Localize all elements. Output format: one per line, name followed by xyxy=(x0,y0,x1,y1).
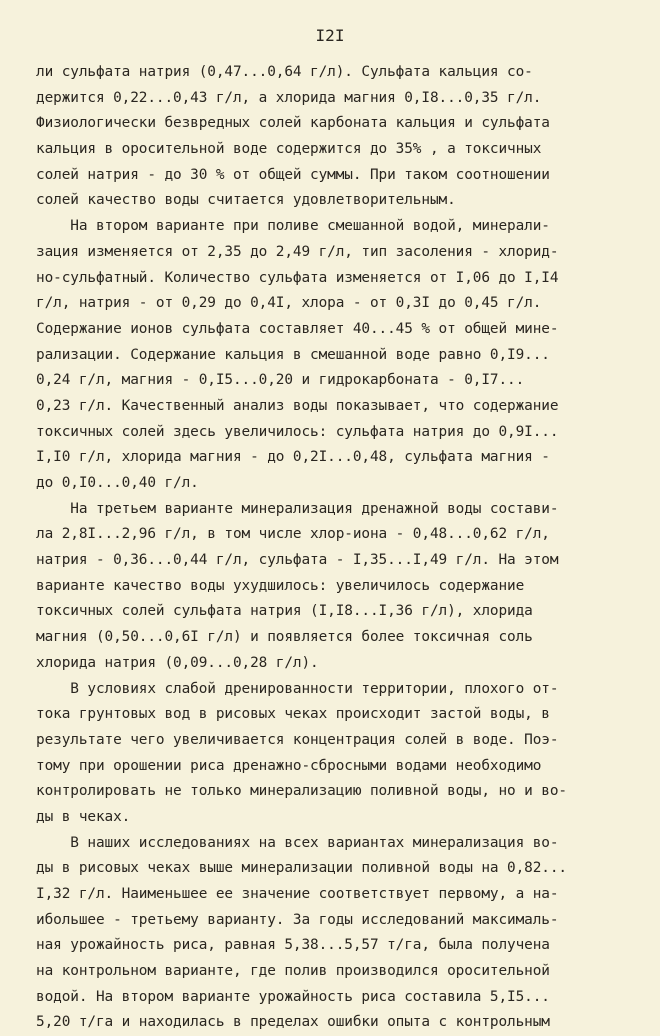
text-line: тому при орошении риса дренажно-сбросными водами необходимо xyxy=(36,757,542,774)
text-line: I,32 г/л. Наименьшее ее значение соответствует первому, а на- xyxy=(36,886,559,902)
text-line: ли сульфата натрия (0,47...0,64 г/л). Сульфата кальция со- xyxy=(36,64,533,80)
text-line: г/л, натрия - от 0,29 до 0,4I, хлора - от 0,3I до 0,45 г/л. xyxy=(36,295,542,312)
text-line: до 0,I0...0,40 г/л. xyxy=(36,475,199,491)
text-line: ибольшее - третьему варианту. За годы исследований максималь- xyxy=(36,911,559,928)
text-line: 0,24 г/л, магния - 0,I5...0,20 и гидрокарбоната - 0,I7... xyxy=(36,372,525,389)
text-line: 5,20 т/га и находилась в пределах ошибки опыта с контрольным xyxy=(36,1014,550,1031)
text-line: хлорида натрия (0,09...0,28 г/л). xyxy=(36,654,319,671)
text-line: ла 2,8I...2,96 г/л, в том числе хлор-иона - 0,48...0,62 г/л, xyxy=(36,526,550,543)
page-number: I2I xyxy=(315,26,345,45)
text-line: Физиологически безвредных солей карбоната кальция и сульфата xyxy=(36,115,550,132)
text-line: токсичных солей сульфата натрия (I,I8...I,36 г/л), хлорида xyxy=(36,603,533,620)
text-line: 0,23 г/л. Качественный анализ воды показывает, что содержание xyxy=(36,397,559,414)
text-line: I,I0 г/л, хлорида магния - до 0,2I...0,48, сульфата магния - xyxy=(36,449,550,466)
text-line: Содержание ионов сульфата составляет 40...45 % от общей мине- xyxy=(36,320,559,337)
text-line: рализации. Содержание кальция в смешанной воде равно 0,I9... xyxy=(36,346,550,363)
text-line: на контрольном варианте, где полив производился оросительной xyxy=(36,963,550,980)
text-line: На втором варианте при поливе смешанной водой, минерали- xyxy=(36,218,550,235)
text-line: варианте качество воды ухудшилось: увеличилось содержание xyxy=(36,577,525,594)
text-line: водой. На втором варианте урожайность риса составила 5,I5... xyxy=(36,988,550,1005)
text-line: В наших исследованиях на всех вариантах минерализация во- xyxy=(36,834,559,851)
text-line: натрия - 0,36...0,44 г/л, сульфата - I,35...I,49 г/л. На этом xyxy=(36,552,559,569)
text-line: солей натрия - до 30 % от общей суммы. При таком соотношении xyxy=(36,166,550,183)
text-line: В условиях слабой дренированности территории, плохого от- xyxy=(36,680,559,697)
text-line: кальция в оросительной воде содержится до 35% , а токсичных xyxy=(36,141,542,158)
text-line: результате чего увеличивается концентрация солей в воде. Поэ- xyxy=(36,731,559,748)
text-line: солей качество воды считается удовлетворительным. xyxy=(36,192,456,209)
text-line: тока грунтовых вод в рисовых чеках происходит застой воды, в xyxy=(36,706,550,723)
text-line: ды в рисовых чеках выше минерализации поливной воды на 0,82... xyxy=(36,860,567,877)
text-line: но-сульфатный. Количество сульфата изменяется от I,06 до I,I4 xyxy=(36,269,559,286)
text-line: магния (0,50...0,6I г/л) и появляется более токсичная соль xyxy=(36,629,533,646)
text-line: ная урожайность риса, равная 5,38...5,57 т/га, была получена xyxy=(36,937,550,954)
text-line: токсичных солей здесь увеличилось: сульфата натрия до 0,9I... xyxy=(36,423,559,440)
body-text xyxy=(36,60,567,1036)
text-line: зация изменяется от 2,35 до 2,49 г/л, тип засоления - хлорид- xyxy=(36,243,559,260)
text-line: держится 0,22...0,43 г/л, а хлорида магния 0,I8...0,35 г/л. xyxy=(36,89,542,106)
text-line: ды в чеках. xyxy=(36,808,131,825)
text-line: контролировать не только минерализацию поливной воды, но и во- xyxy=(36,783,567,800)
text-line: На третьем варианте минерализация дренажной воды состави- xyxy=(36,500,559,517)
